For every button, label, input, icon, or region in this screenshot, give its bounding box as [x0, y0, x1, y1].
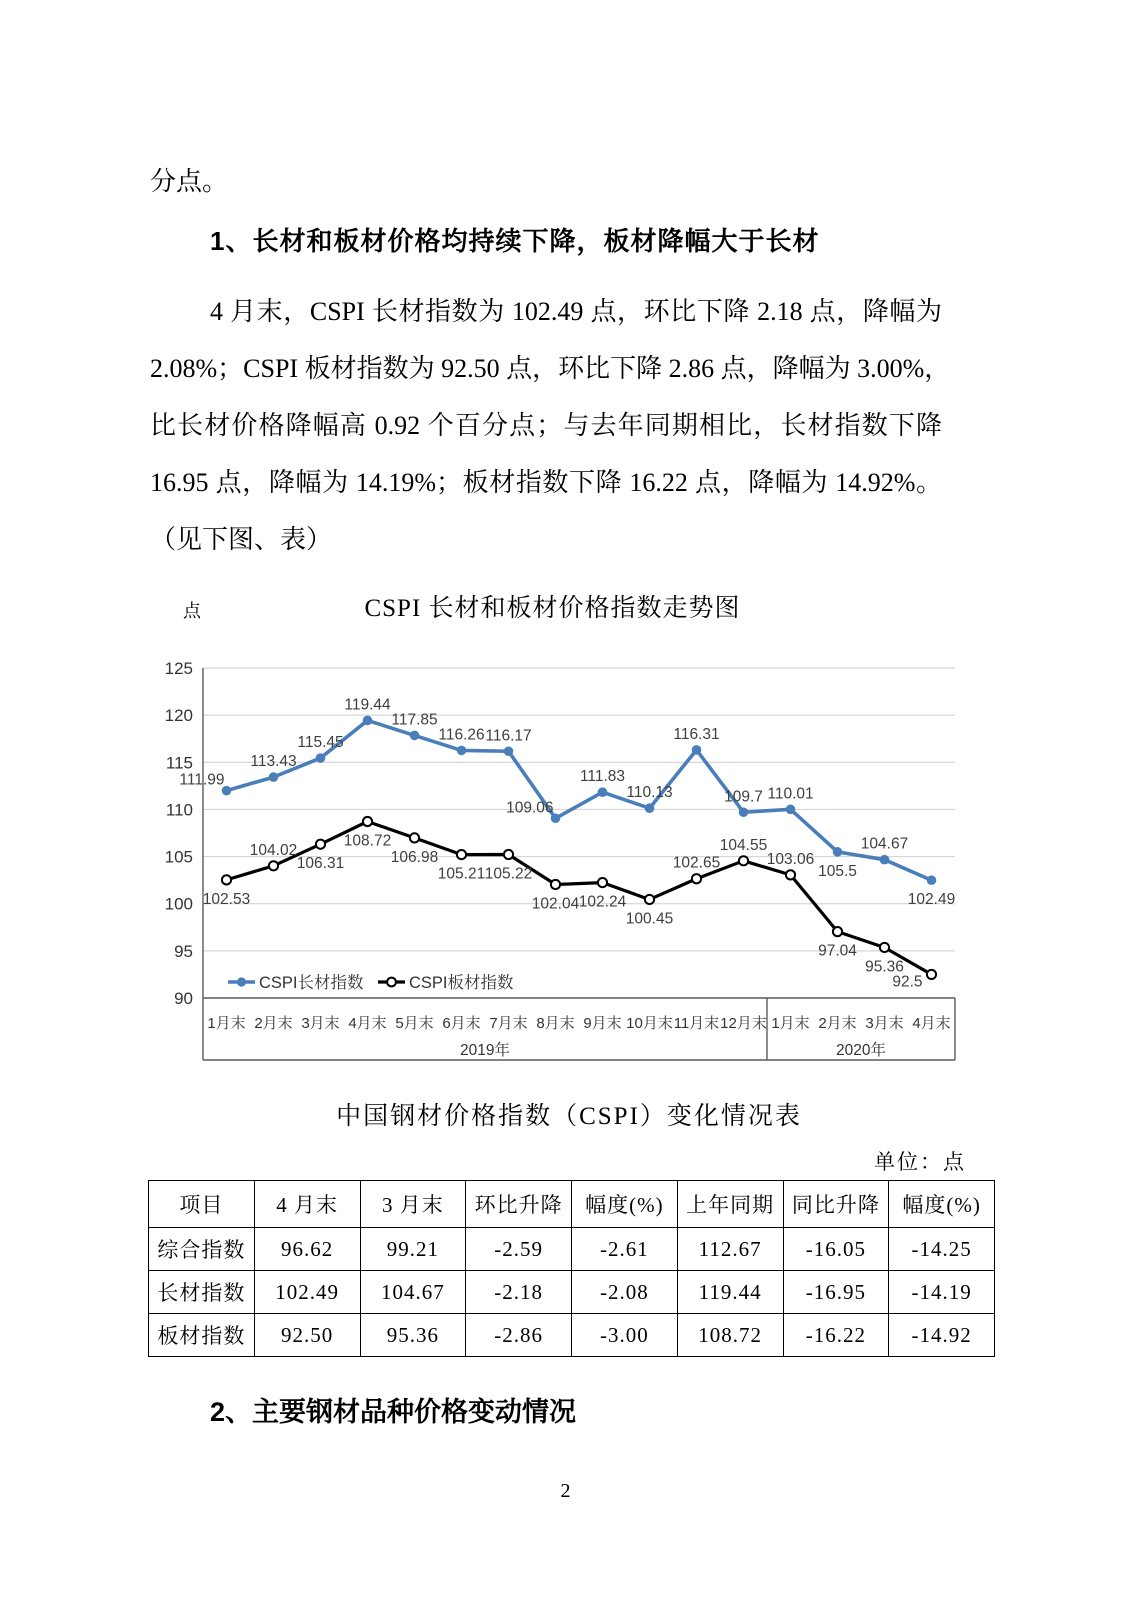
table-cell: 112.67 [677, 1228, 783, 1271]
data-point-marker [222, 875, 231, 884]
data-point-marker [551, 880, 560, 889]
data-point-label: 111.99 [179, 771, 225, 789]
data-point-label: 115.45 [297, 734, 344, 752]
data-point-label: 103.06 [766, 850, 815, 868]
data-point-marker [598, 787, 608, 797]
data-point-marker [410, 731, 420, 741]
data-point-label: 116.17 [485, 727, 532, 745]
x-axis-month-label: 8月末 [536, 1015, 575, 1032]
paragraph-line: 2.08%；CSPI 板材指数为 92.50 点，环比下降 2.86 点，降幅为 3.00%， [150, 354, 951, 383]
table-cell: -14.25 [889, 1228, 995, 1271]
section1-heading: 1、长材和板材价格均持续下降，板材降幅大于长材 [210, 226, 820, 256]
x-axis-year-label: 2020年 [836, 1042, 886, 1059]
table-header-cell: 项目 [149, 1181, 255, 1228]
data-point-label: 116.31 [673, 725, 720, 743]
data-point-label: 102.04 [531, 895, 580, 913]
data-point-marker [598, 878, 607, 887]
page-number: 2 [560, 1480, 571, 1502]
paragraph-line: 比长材价格降幅高 0.92 个百分点；与去年同期相比，长材指数下降 [150, 411, 942, 440]
data-point-marker [692, 874, 701, 883]
x-axis-year-label: 2019年 [460, 1042, 510, 1059]
y-axis-tick-label: 110 [165, 800, 193, 820]
x-axis-month-label: 5月末 [395, 1015, 434, 1032]
table-cell: 99.21 [360, 1228, 466, 1271]
table-cell: 95.36 [360, 1314, 466, 1357]
table-cell: 108.72 [677, 1314, 783, 1357]
x-axis-month-label: 9月末 [583, 1015, 622, 1032]
x-axis-month-label: 2月末 [254, 1015, 293, 1032]
chart-container [150, 612, 990, 1067]
table-row [149, 1228, 995, 1271]
data-point-label: 104.55 [719, 836, 768, 854]
table-title: 中国钢材价格指数（CSPI）变化情况表 [336, 1103, 802, 1130]
data-point-marker [316, 840, 325, 849]
data-point-marker [692, 745, 702, 755]
table-header-cell: 同比升降 [783, 1181, 889, 1228]
table-cell: -16.95 [783, 1271, 889, 1314]
data-point-marker [269, 772, 279, 782]
x-axis-month-label: 7月末 [489, 1015, 528, 1032]
data-point-marker [316, 753, 326, 763]
legend-item-label: CSPI板材指数 [409, 974, 514, 992]
data-point-label: 102.65 [672, 854, 721, 872]
legend-marker [387, 978, 396, 987]
data-point-label: 106.98 [390, 848, 439, 866]
data-point-marker [645, 895, 654, 904]
table-cell: 119.44 [677, 1271, 783, 1314]
data-point-label: 102.24 [578, 893, 627, 911]
x-axis-month-label: 10月末 [626, 1015, 673, 1032]
data-point-marker [269, 861, 278, 870]
data-point-label: 97.04 [818, 942, 857, 960]
y-axis-tick-label: 125 [164, 659, 193, 678]
x-axis-month-label: 1月末 [771, 1015, 810, 1032]
data-point-marker [833, 927, 842, 936]
paragraph-line: 16.95 点，降幅为 14.19%；板材指数下降 16.22 点，降幅为 14.92%。 [150, 468, 942, 497]
leading-paragraph-fragment: 分点。 [150, 167, 229, 196]
y-axis-tick-label: 90 [174, 989, 193, 1008]
table-cell: -2.61 [572, 1228, 678, 1271]
data-point-label: 95.36 [865, 958, 904, 976]
table-header-cell: 4 月末 [254, 1181, 360, 1228]
data-point-marker [645, 803, 655, 813]
data-point-label: 111.83 [579, 768, 626, 786]
data-point-label: 108.72 [343, 832, 392, 850]
data-point-label: 106.31 [296, 855, 345, 873]
table-cell: 96.62 [254, 1228, 360, 1271]
data-point-marker [880, 943, 889, 952]
data-point-marker [880, 855, 890, 865]
table-cell: -2.18 [466, 1271, 572, 1314]
paragraph-line: （见下图、表） [150, 525, 333, 554]
data-point-marker [363, 817, 372, 826]
x-axis-month-label: 3月末 [301, 1015, 340, 1032]
table-cell: -2.86 [466, 1314, 572, 1357]
table-row-label: 长材指数 [149, 1271, 255, 1314]
table-row-label: 综合指数 [149, 1228, 255, 1271]
x-axis-month-label: 4月末 [348, 1015, 387, 1032]
data-point-label: 110.13 [626, 784, 673, 802]
table-header-cell: 幅度(%) [889, 1181, 995, 1228]
data-point-label: 109.7 [724, 788, 763, 806]
x-axis-month-label: 4月末 [912, 1015, 951, 1032]
table-cell: -16.05 [783, 1228, 889, 1271]
chart-title: CSPI 长材和板材价格指数走势图 [364, 595, 741, 622]
data-point-marker [927, 970, 936, 979]
data-point-label: 102.53 [202, 890, 251, 908]
data-point-marker [833, 847, 843, 857]
table-row [149, 1314, 995, 1357]
x-axis-month-label: 2月末 [818, 1015, 857, 1032]
data-point-marker [457, 746, 467, 756]
data-point-label: 104.67 [860, 835, 909, 853]
x-axis-month-label: 1月末 [207, 1015, 246, 1032]
table-unit-note: 单位：点 [874, 1150, 966, 1174]
table-cell: -16.22 [783, 1314, 889, 1357]
data-point-marker [504, 850, 513, 859]
data-point-marker [410, 833, 419, 842]
table-cell: -2.59 [466, 1228, 572, 1271]
data-point-label: 104.02 [249, 841, 298, 859]
table-header-cell: 上年同期 [677, 1181, 783, 1228]
section1-paragraph [150, 283, 951, 568]
table-row-label: 板材指数 [149, 1314, 255, 1357]
table-header-cell: 3 月末 [360, 1181, 466, 1228]
y-axis-tick-label: 100 [164, 894, 193, 914]
data-point-marker [739, 856, 748, 865]
table-header-cell: 幅度(%) [572, 1181, 678, 1228]
data-point-marker [786, 805, 796, 815]
x-axis-month-label: 3月末 [865, 1015, 904, 1032]
table-cell: 92.50 [254, 1314, 360, 1357]
data-point-label: 119.44 [344, 696, 391, 714]
data-point-label: 117.85 [391, 711, 438, 729]
legend-marker [237, 977, 246, 986]
table-cell: -14.92 [889, 1314, 995, 1357]
y-axis-tick-label: 105 [164, 847, 193, 867]
paragraph-line: 4 月末，CSPI 长材指数为 102.49 点，环比下降 2.18 点，降幅为 [210, 297, 942, 326]
data-point-label: 110.01 [767, 785, 814, 803]
table-cell: -14.19 [889, 1271, 995, 1314]
data-point-marker [786, 870, 795, 879]
data-point-label: 113.43 [250, 753, 297, 771]
trend-chart [150, 612, 990, 1067]
data-point-marker [739, 807, 749, 817]
x-axis-month-label: 11月末 [673, 1015, 720, 1032]
y-axis-tick-label: 115 [165, 753, 193, 773]
data-point-label: 109.06 [506, 799, 554, 817]
data-point-label: 105.5 [818, 862, 857, 880]
data-point-marker [927, 875, 937, 885]
x-axis-month-label: 12月末 [720, 1015, 767, 1032]
data-point-marker [504, 746, 514, 756]
section2-heading: 2、主要钢材品种价格变动情况 [210, 1397, 577, 1427]
y-axis-tick-label: 120 [164, 706, 193, 726]
table-cell: -3.00 [572, 1314, 678, 1357]
data-point-label: 92.5 [892, 973, 923, 991]
table-row [149, 1271, 995, 1314]
data-point-label: 102.49 [907, 891, 956, 909]
data-point-label: 105.22 [484, 865, 533, 883]
table-header-row [149, 1181, 995, 1228]
table-cell: -2.08 [572, 1271, 678, 1314]
data-point-label: 105.21 [437, 865, 486, 883]
table-cell: 102.49 [254, 1271, 360, 1314]
y-axis-tick-label: 95 [174, 941, 193, 961]
data-point-marker [457, 850, 466, 859]
data-point-label: 116.26 [438, 726, 485, 744]
x-axis-month-label: 6月末 [442, 1015, 481, 1032]
data-point-marker [363, 716, 373, 726]
cspi-table [148, 1180, 995, 1357]
table-cell: 104.67 [360, 1271, 466, 1314]
chart-y-axis-unit-label: 点 [183, 601, 201, 621]
legend-item-label: CSPI长材指数 [259, 974, 364, 992]
table-header-cell: 环比升降 [466, 1181, 572, 1228]
data-point-label: 100.45 [625, 910, 674, 928]
